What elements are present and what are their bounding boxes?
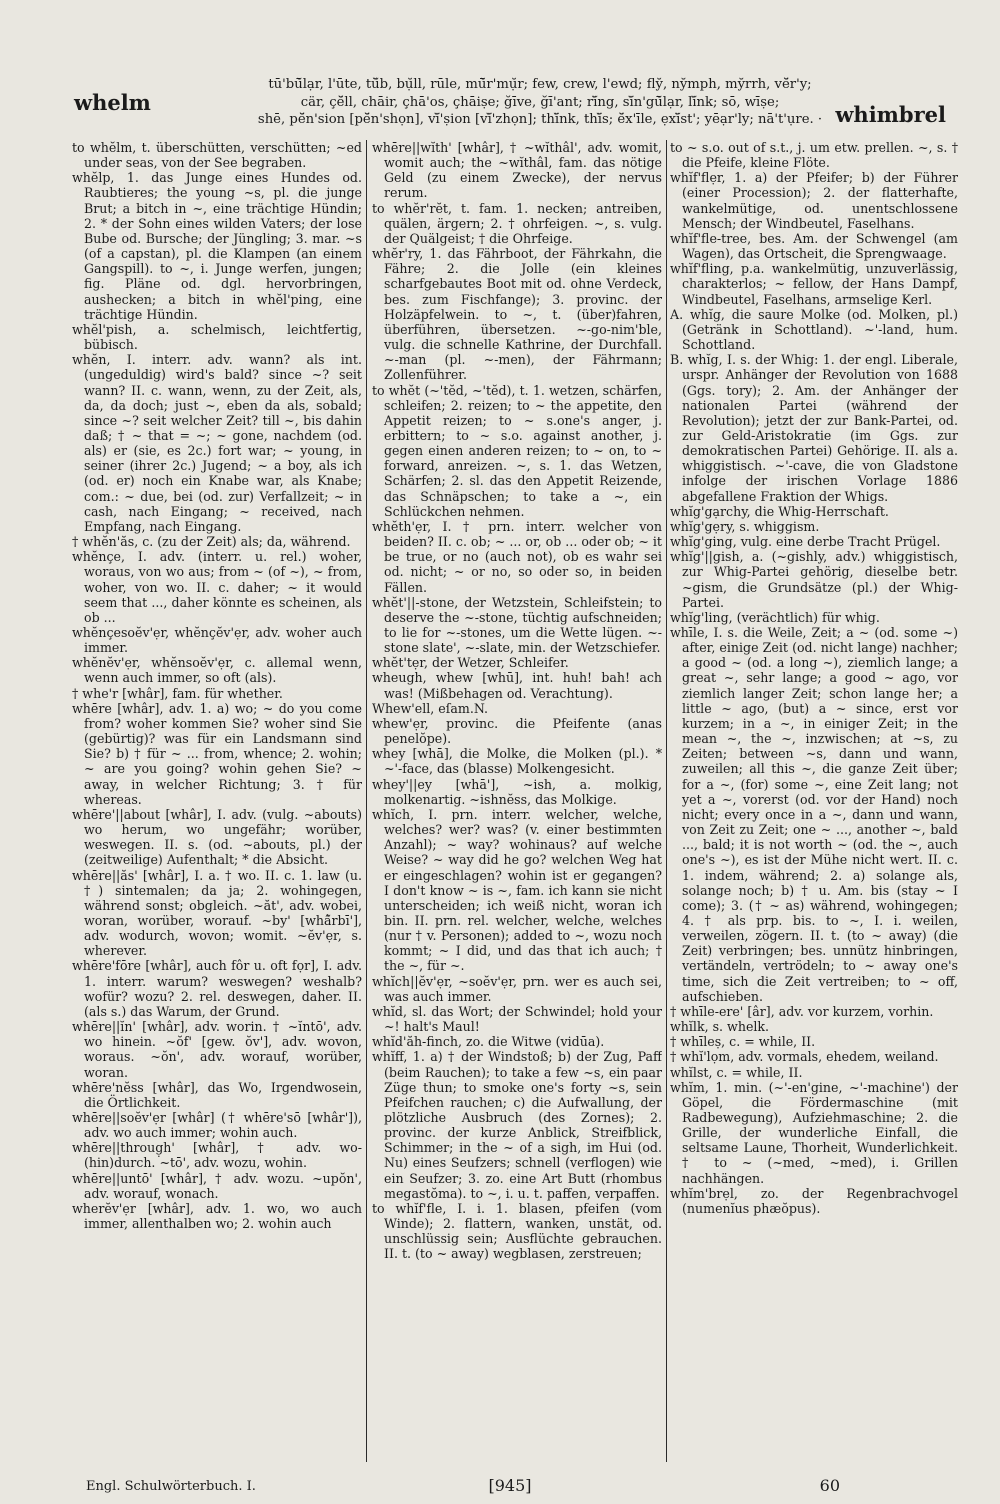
dictionary-entry: A. whĭg, die saure Molke (od. Molken, pl.) (Getränk in Schottland). ~'-land, hum. Schottland.	[670, 306, 958, 353]
dictionary-entry: whēre'nĕss [whâr], das Wo, Irgendwosein, die Örtlichkeit.	[72, 1079, 362, 1110]
page-header	[70, 72, 950, 130]
page-number: [945]	[488, 1476, 532, 1495]
dictionary-entry: † whīle-ere' [âr], adv. vor kurzem, vorhin.	[670, 1003, 934, 1019]
dictionary-entry: whĕn, I. interr. adv. wann? als int. (ungeduldig) wird's bald? since ~? seit wann? II. c. wann, wenn, zu der Zeit, als, da, da doch; just ~, eben da als, sobald; since ~? seit welcher Zeit? till ~, bis dahin daß; † ~ that = ~; ~ gone, nachdem (od. als) er (sie, es 2c.) fort war; ~ young, in seiner (ihrer 2c.) Jugend; ~ a boy, als ich (od. er) noch ein Knabe war, als Knabe; com.: ~ due, bei (od. zur) Verfallzeit; ~ in cash, nach Eingang; ~ received, nach Empfang, nach Eingang.	[72, 352, 362, 534]
dictionary-entry: whĭd, sl. das Wort; der Schwindel; hold your ~! halt's Maul!	[372, 1003, 662, 1035]
dictionary-entry: whĕr'ry, 1. das Fährboot, der Fährkahn, die Fähre; 2. die Jolle (ein kleines scharfgebautes Boot mit od. ohne Verdeck, bes. zum Fischfange); 3. provinc. der Holzäpfelwein. to ~, t. (über)fahren, überführen, übersetzen. ~-go-nim'ble, vulg. die schnelle Kathrine, der Durchfall. ~-man (pl. ~-men), der Fährmann; Zollenführer.	[372, 246, 662, 383]
dictionary-entry: whĭg'ling, (verächtlich) für whig.	[670, 609, 880, 625]
dictionary-entry: whey [whā], die Molke, die Molken (pl.). * ~'-face, das (blasse) Molkengesicht.	[372, 746, 662, 777]
dictionary-entry: whēre'fōre [whâr], auch fôr u. oft fọr], I. adv. 1. interr. warum? weswegen? weshalb? wofür? wozu? 2. rel. deswegen, daher. II. (als s.) das Warum, der Grund.	[72, 958, 362, 1019]
dictionary-entry: whĭg'gẹry, s. whiggism.	[670, 518, 820, 534]
column-3	[670, 140, 958, 1462]
dictionary-entry: whēre||ĭn' [whâr], adv. worin. † ~ĭntō', adv. wo hinein. ~ŏf' [gew. ŏv'], adv. wovon, woraus. ~ŏn', adv. worauf, worüber, woran.	[72, 1019, 362, 1080]
dictionary-entry: whĭm'brẹl, zo. der Regenbrachvogel (numenĭus phæŏpus).	[670, 1185, 958, 1216]
dictionary-entry: whēre||soĕv'ẹr [whâr] († whēre'sō [whâr']), adv. wo auch immer; wohin auch.	[72, 1110, 362, 1141]
pronunciation-key-line: shē, pĕ̆n'sion [pĕ̆n'shọn], vĭ̆'ṣion [vĭ̆'zhọn]; thĭ̆nk, thĭ̆s; ĕ̆x'īle, ẹxĭ̆st'; yēạr'ly; nā't'ụre. ·	[257, 112, 823, 127]
dictionary-entry: whĕnçe, I. adv. (interr. u. rel.) woher, woraus, von wo aus; from ~ (of ~), ~ from, woher, von wo. II. c. daher; ~ it would seem that ..., daher könnte es scheinen, als ob ...	[72, 549, 362, 625]
dictionary-entry: whĕt'||-stone, der Wetzstein, Schleifstein; to deserve the ~-stone, tüchtig aufschneiden; to lie for ~-stones, um die Wette lügen. ~-stone slate', ~-slate, min. der Wetzschiefer.	[372, 594, 662, 656]
dictionary-entry: whĕt'tẹr, der Wetzer, Schleifer.	[372, 655, 569, 671]
dictionary-entry: whew'ẹr, provinc. die Pfeifente (anas penelŏpe).	[372, 715, 662, 747]
dictionary-entry: whĭch, I. prn. interr. welcher, welche, welches? wer? was? (v. einer bestimmten Anzahl); ~ way? wohinaus? auf welche Weise? ~ way did he go? welchen Weg hat er eingeschlagen? wohin ist er gegangen? I don't know ~ is ~, fam. ich kann sie nicht unterscheiden; ich weiß nicht, woran ich bin. II. prn. rel. welcher, welche, welches (nur † v. Personen); added to ~, wozu noch kommt; ~ I did, und das that ich auch; † the ~, für ~.	[372, 806, 662, 974]
dictionary-entry: whēre||untō' [whâr], † adv. wozu. ~upŏn', adv. worauf, wonach.	[72, 1170, 362, 1201]
dictionary-entry: whĕnçesoĕv'ẹr, whĕnçĕv'ẹr, adv. woher auch immer.	[72, 625, 362, 656]
dictionary-entry: to whĕt (~'tĕd, ~'tĕd), t. 1. wetzen, schärfen, schleifen; 2. reizen; to ~ the appetite, den Appetit reizen; to ~ s.one's anger, j. erbittern; to ~ s.o. against another, j. gegen einen anderen reizen; to ~ on, to ~ forward, anreizen. ~, s. 1. das Wetzen, Schärfen; 2. sl. das den Appetit Reizende, das Schnäpschen; to take a ~, ein Schlückchen nehmen.	[372, 382, 662, 519]
dictionary-entry: † whĭ'lọm, adv. vormals, ehedem, weiland.	[670, 1049, 939, 1065]
dictionary-entry: whĭd'ăh-finch, zo. die Witwe (vidūa).	[372, 1034, 605, 1050]
dictionary-entry: whēre [whâr], adv. 1. a) wo; ~ do you come from? woher kommen Sie? woher sind Sie (gebürtig)? was für ein Landsmann sind Sie? b) † für ~ ... from, whence; 2. wohin; ~ are you going? wohin gehen Sie? ~ away, in welcher Richtung; 3. † für whereas.	[72, 700, 362, 807]
dictionary-entry: B. whĭg, I. s. der Whig: 1. der engl. Liberale, urspr. Anhänger der Revolution von 1688 (Ggs. tory); 2. Am. der Anhänger der nationalen Partei (während der Revolution); jetzt der zur Bank-Partei, od. zur Geld-Aristokratie (im Ggs. zur demokratischen Partei) Gehörige. II. als a. whiggistisch. ~'-cave, die von Gladstone infolge der irischen Vorlage 1886 abgefallene Fraktion der Whigs.	[670, 352, 958, 504]
dictionary-entry: Whew'ell, eſam.N.	[372, 700, 489, 716]
dictionary-entry: whĭf'fle-tree, bes. Am. der Schwengel (am Wagen), das Ortscheit, die Sprengwaage.	[670, 230, 958, 262]
column-2	[372, 140, 662, 1462]
sheet-number: 60	[819, 1476, 840, 1495]
dictionary-entry: whīle, I. s. die Weile, Zeit; a ~ (od. some ~) after, einige Zeit (od. nicht lange) nachher; a good ~ (od. a long ~), ziemlich lange; a great ~, sehr lange; a good ~ ago, vor ziemlich langer Zeit; schon lange her; a little ~ ago, (but) a ~ since, erst vor kurzem; in a ~, in einiger Zeit; in the mean ~, the ~, inzwischen; at ~s, zu Zeiten; between ~s, dann und wann, zuweilen; all this ~, die ganze Zeit über; for a ~, (for) some ~, eine Zeit lang; not yet a ~, vorerst (od. vor der Hand) noch nicht; every once in a ~, dann und wann, von Zeit zu Zeit; one ~ ..., another ~, bald ..., bald; it is not worth ~ (od. the ~, auch one's ~), es ist der Mühe nicht wert. II. c. 1. indem, während; 2. a) solange als, solange noch; b) † u. Am. bis (stay ~ I come); 3. († ~ as) während, wohingegen; 4. † als prp. bis. to ~, I. i. weilen, verweilen, zögern. II. t. (to ~ away) (die Zeit) verbringen; bes. unnütz hinbringen, vertändeln, vertrödeln; to ~ away one's time, sich die Zeit vertreiben; to ~ off, aufschieben.	[670, 625, 958, 1004]
dictionary-entry: whĭg'gạrchy, die Whig-Herrschaft.	[670, 503, 889, 519]
column-divider	[666, 140, 667, 1462]
dictionary-entry: whēre||wĭth' [whâr], † ~wĭthâl', adv. womit, womit auch; the ~wĭthâl, fam. das nötige Geld (zu einem Zwecke), der nervus rerum.	[372, 140, 662, 201]
dictionary-entry: whey'||ey [whā'], ~ish, a. molkig, molkenartig. ~ishnĕss, das Molkige.	[372, 776, 662, 807]
pronunciation-key-line: tū'bū̆lạr, l'ūte, tŭ̆b, bụ̆ll, rūle, mū̆r'mụ̆r; few, crew, l'ewd; fly̆, ny̆mph, my̆rrh, vĕ̆r'y;	[268, 77, 812, 92]
column-divider	[366, 140, 367, 1462]
dictionary-entry: † whĕn'ăs, c. (zu der Zeit) als; da, während.	[72, 534, 351, 550]
pronunciation-key	[220, 76, 860, 129]
dictionary-entry: to whĕlm, t. überschütten, verschütten; ~ed under seas, von der See begraben.	[72, 140, 362, 171]
headword-right: whimbrel	[835, 102, 946, 127]
dictionary-entry: whĭff, 1. a) † der Windstoß; b) der Zug, Paff (beim Rauchen); to take a few ~s, ein paar Züge thun; to smoke one's forty ~s, sein Pfeifchen rauchen; c) die Aufwallung, der plötzliche Ausbruch (des Zornes); 2. provinc. der kurze Anblick, Streifblick, Schimmer; in the ~ of a sigh, im Hui (od. Nu) eines Seufzers; schnell (verflogen) wie ein Seufzer; 3. zo. eine Art Butt (rhombus megastŏma). to ~, i. u. t. paffen, verpaffen.	[372, 1049, 662, 1201]
dictionary-entry: whĕl'pish, a. schelmisch, leichtfertig, bübisch.	[72, 321, 362, 353]
dictionary-entry: whĭf'fling, p.a. wankelmütig, unzuverlässig, charakterlos; ~ fellow, der Hans Dampf, Windbeutel, Faselhans, armselige Kerl.	[670, 261, 958, 307]
dictionary-entry: † whīleṣ, c. = while, II.	[670, 1034, 816, 1050]
dictionary-entry: to ~ s.o. out of s.t., j. um etw. prellen. ~, s. † die Pfeife, kleine Flöte.	[670, 140, 958, 171]
page-footer	[70, 1476, 950, 1500]
dictionary-entry: whēre||throug̣h' [whâr], † adv. wo- (hin)durch. ~tō', adv. wozu, wohin.	[72, 1140, 362, 1171]
dictionary-entry: whĭg'ging, vulg. eine derbe Tracht Prügel.	[670, 534, 941, 550]
dictionary-entry: to whĕr'rĕt, t. fam. 1. necken; antreiben, quälen, ärgern; 2. † ohrfeigen. ~, s. vulg. der Quälgeist; † die Ohrfeige.	[372, 200, 662, 246]
column-1	[72, 140, 362, 1462]
footer-source: Engl. Schulwörterbuch. I.	[86, 1479, 256, 1494]
dictionary-entry: to whĭf'fle, I. i. 1. blasen, pfeifen (vom Winde); 2. flattern, wanken, unstät, od. unschlüssig sein; Ausflüchte gebrauchen. II. t. (to ~ away) wegblasen, zerstreuen;	[372, 1200, 662, 1262]
dictionary-entry: whĭm, 1. min. (~'-en'gine, ~'-machine') der Göpel, die Fördermaschine (mit Radbewegung), Aufziehmaschine; 2. die Grille, der wunderliche Einfall, die seltsame Laune, Thorheit, Wunderlichkeit. † to ~ (~med, ~med), i. Grillen nachhängen.	[670, 1079, 958, 1186]
dictionary-entry: whĭch||ĕv'ẹr, ~soĕv'ẹr, prn. wer es auch sei, was auch immer.	[372, 973, 662, 1004]
dictionary-entry: whĭlk, s. whelk.	[670, 1019, 770, 1035]
pronunciation-key-line: cär, çĕ̆ll, chāir, çhā'os, çhāiṣe; ğīve, ğī'ant; rĭ̆ng, sĭ̆n'gū̆lạr, lĭ̆nk; sō, wīṣe;	[300, 94, 780, 110]
dictionary-entry: whĕth'ẹr, I. † prn. interr. welcher von beiden? II. c. ob; ~ ... or, ob ... oder ob; ~ it be true, or no (auch not), ob es wahr sei od. nicht; ~ or no, so oder so, in beiden Fällen.	[372, 518, 662, 595]
dictionary-entry: wheugh, whew [whū], int. huh! bah! ach was! (Mißbehagen od. Verachtung).	[372, 670, 662, 701]
dictionary-entry: † whe'r [whâr], fam. für whether.	[72, 685, 283, 701]
dictionary-entry: wherĕv'ẹr [whâr], adv. 1. wo, wo auch immer, allenthalben wo; 2. wohin auch	[72, 1200, 362, 1232]
dictionary-entry: whēre||ăs' [whâr], I. a. † wo. II. c. 1. law (u. †) sintemalen; da ja; 2. wohingegen, während sonst; obgleich. ~ăt', adv. wobei, woran, worüber, worauf. ~by' [whâ̆rbī'], adv. wodurch, wovon; womit. ~ĕv'ẹr, s. wherever.	[72, 867, 362, 959]
dictionary-entry: whĭf'flẹr, 1. a) der Pfeifer; b) der Führer (einer Procession); 2. der flatterhafte, wankelmütige, od. unentschlossene Mensch; der Windbeutel, Faselhans.	[670, 170, 958, 231]
dictionary-entry: whĕnĕv'ẹr, whĕnsoĕv'ẹr, c. allemal wenn, wenn auch immer, so oft (als).	[72, 655, 362, 686]
dictionary-entry: whĭlst, c. = while, II.	[670, 1064, 803, 1080]
headword-left: whelm	[74, 90, 151, 115]
dictionary-entry: whēre'||about [whâr], I. adv. (vulg. ~abouts) wo herum, wo ungefähr; worüber, weswegen. II. s. (od. ~abouts, pl.) der (zeitweilige) Aufenthalt; * die Absicht.	[72, 806, 362, 868]
dictionary-entry: whĭg'||gish, a. (~gishly, adv.) whiggistisch, zur Whig-Partei gehörig, dieselbe betr. ~gism, die Grundsätze (pl.) der Whig-Partei.	[670, 549, 958, 610]
dictionary-entry: whĕlp, 1. das Junge eines Hundes od. Raubtieres; the young ~s, pl. die junge Brut; a bitch in ~, eine trächtige Hündin; 2. * der Sohn eines wilden Vaters; der lose Bube od. Bursche; der Jüngling; 3. mar. ~s (of a capstan), pl. die Klampen (an einem Gangspill). to ~, i. Junge werfen, jungen; fig. Pläne od. dgl. hervorbringen, aushecken; a bitch in whĕl'ping, eine trächtige Hündin.	[72, 170, 362, 322]
